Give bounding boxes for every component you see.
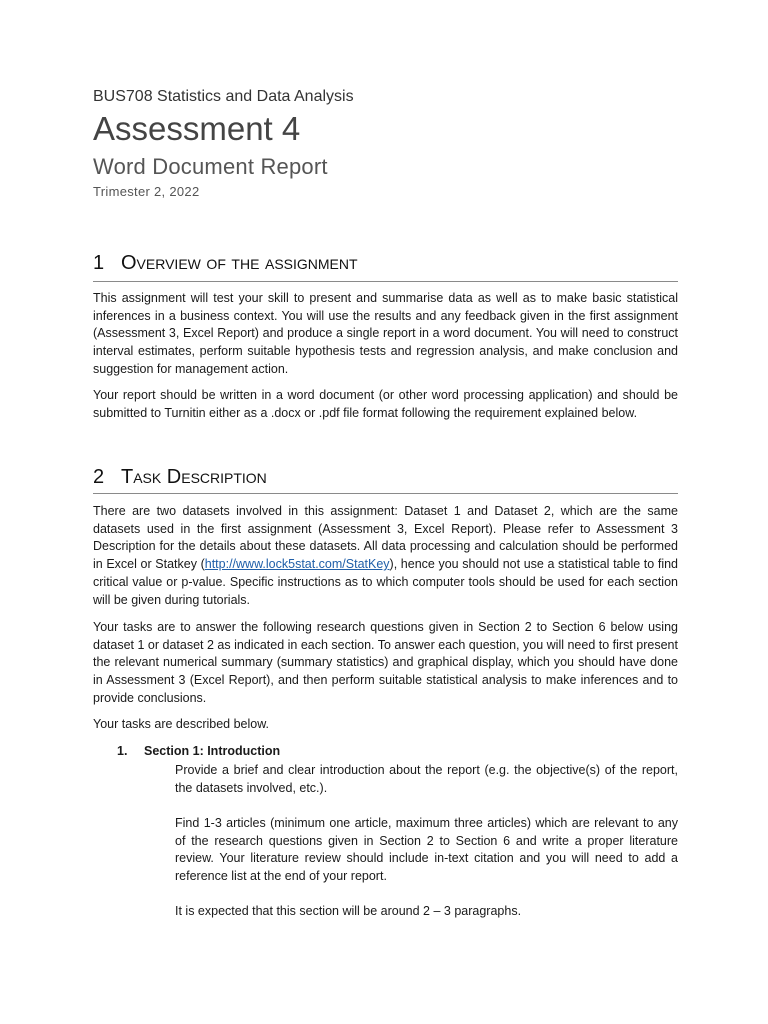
list-item-number: 1. bbox=[117, 744, 128, 758]
section-title: Task Description bbox=[121, 466, 267, 488]
list-item-paragraph-2: Find 1-3 articles (minimum one article, maximum three articles) which are relevant to any of the research questions given in Section 2 to Section 6 and write a proper literature review. Your literature review should include in-text citation and you will need to add a reference list at the end of your report. bbox=[175, 816, 678, 884]
section-divider bbox=[93, 493, 678, 494]
task-text-after-link: ), hence you should not use a statistical table to find critical value or p-value. Specific instructions as to which computer tools should be used for each section will be given during tutorials. bbox=[93, 557, 679, 607]
task-text-before-link: There are two datasets involved in this assignment: Dataset 1 and Dataset 2, which are the same datasets used in the first assignment (Assessment 3, Excel Report). Please refer to Assessment 3 Description for the details about these datasets. All data processing and calculation should be performed in Excel or Statkey ( bbox=[93, 504, 678, 572]
section-number: 2 bbox=[93, 466, 105, 488]
list-item-paragraph-1: Provide a brief and clear introduction about the report (e.g. the objective(s) of the report, the datasets involved, etc.). bbox=[175, 763, 678, 795]
task-paragraph-1 bbox=[93, 503, 678, 609]
statkey-link[interactable]: http://www.lock5stat.com/StatKey bbox=[204, 557, 390, 572]
list-item-paragraph-3: It is expected that this section will be around 2 – 3 paragraphs. bbox=[175, 904, 522, 918]
section-heading-overview bbox=[93, 252, 678, 275]
task-paragraph-3: Your tasks are described below. bbox=[93, 717, 270, 731]
course-title: BUS708 Statistics and Data Analysis bbox=[93, 88, 354, 105]
section-heading-task bbox=[93, 466, 678, 489]
term-label: Trimester 2, 2022 bbox=[93, 184, 200, 199]
list-item-title: Section 1: Introduction bbox=[144, 744, 281, 758]
section-number: 1 bbox=[93, 252, 105, 274]
section-divider bbox=[93, 281, 678, 282]
overview-paragraph-2: Your report should be written in a word document (or other word processing application) and should be submitted to Turnitin either as a .docx or .pdf file format following the requirement explained below. bbox=[93, 388, 678, 420]
list-item-section-1 bbox=[93, 744, 678, 758]
document-subtitle: Word Document Report bbox=[93, 154, 328, 179]
assessment-title: Assessment 4 bbox=[93, 110, 301, 147]
overview-paragraph-1: This assignment will test your skill to present and summarise data as well as to make basic statistical inferences in a business context. You will use the results and any feedback given in the first assignment (Assessment 3, Excel Report) and produce a single report in a word document. You will need to construct interval estimates, perform suitable hypothesis tests and regression analysis, and make conclusion and suggestion for management action. bbox=[93, 291, 678, 376]
task-paragraph-2: Your tasks are to answer the following research questions given in Section 2 to Section 6 below using dataset 1 or dataset 2 as indicated in each section. To answer each question, you will need to first present the relevant numerical summary (summary statistics) and graphical display, which you should have done in Assessment 3 (Excel Report), and then perform suitable statistical analysis to make inferences and to provide conclusions. bbox=[93, 620, 678, 705]
section-title: Overview of the assignment bbox=[121, 252, 358, 274]
